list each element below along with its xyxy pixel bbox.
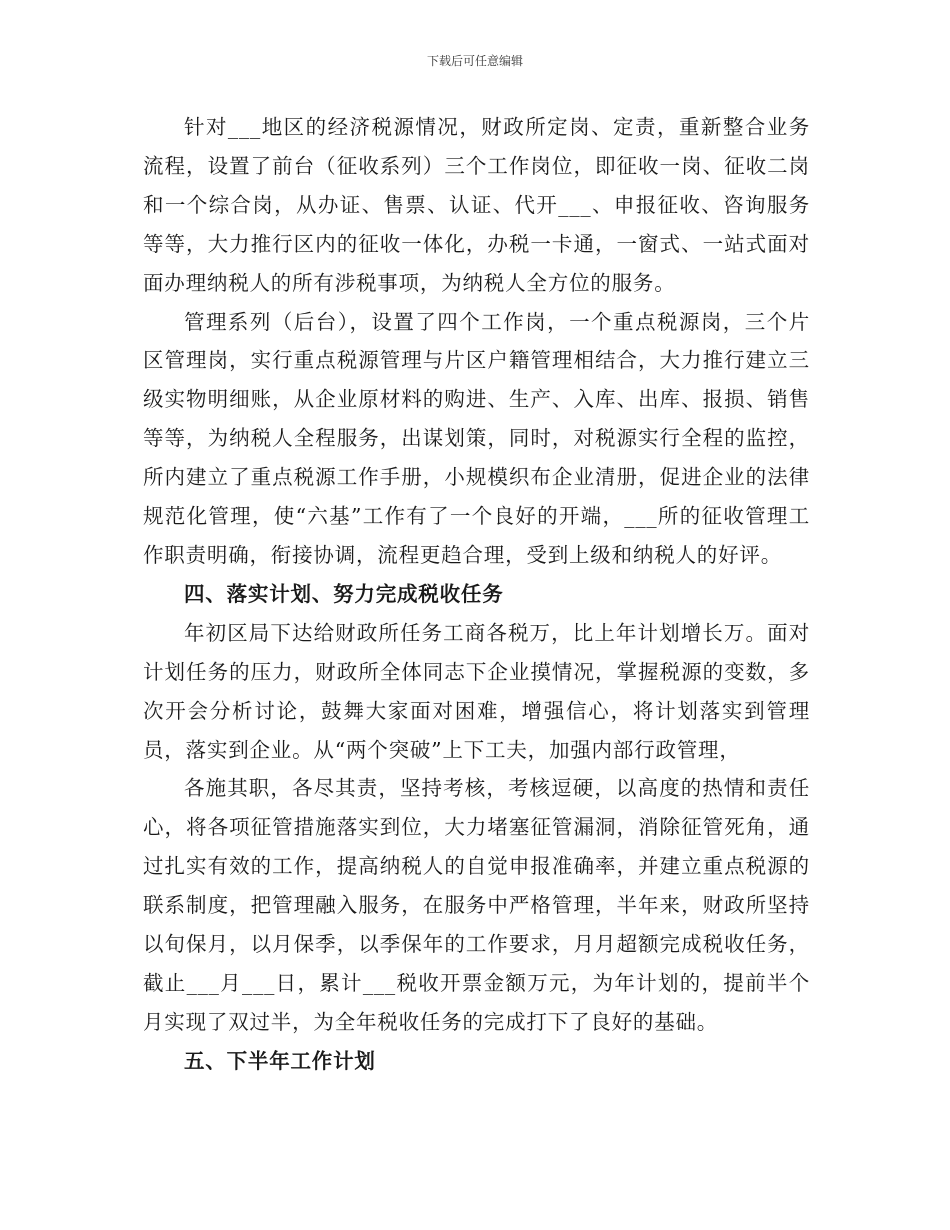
section-heading-4: 四、落实计划、努力完成税收任务 — [184, 581, 504, 606]
paragraph-3: 年初区局下达给财政所任务工商各税万，比上年计划增长万。面对计划任务的压力，财政所全体同志下企业摸情况，掌握税源的变数，多次开会分析讨论，鼓舞大家面对困难，增强信心，将计划落实到管理员，落实到企业。从“两个突破”上下工夫，加强内部行政管理， — [143, 620, 810, 762]
paragraph-2: 管理系列（后台），设置了四个工作岗，一个重点税源岗，三个片区管理岗，实行重点税源管理与片区户籍管理相结合，大力推行建立三级实物明细账，从企业原材料的购进、生产、入库、出库、报损、销售等等，为纳税人全程服务，出谋划策，同时，对税源实行全程的监控，所内建立了重点税源工作手册，小规模织布企业清册，促进企业的法律规范化管理，使“六基”工作有了一个良好的开端，___所的征收管理工作职责明确，衔接协调，流程更趋合理，受到上级和纳税人的好评。 — [143, 309, 810, 567]
document-body — [143, 108, 810, 1081]
paragraph-1: 针对___地区的经济税源情况，财政所定岗、定责，重新整合业务流程，设置了前台（征收系列）三个工作岗位，即征收一岗、征收二岗和一个综合岗，从办证、售票、认证、代开___、申报征收、咨询服务等等，大力推行区内的征收一体化，办税一卡通，一窗式、一站式面对面办理纳税人的所有涉税事项，为纳税人全方位的服务。 — [143, 115, 810, 295]
paragraph-4: 各施其职，各尽其责，坚持考核，考核逗硬，以高度的热情和责任心，将各项征管措施落实到位，大力堵塞征管漏洞，消除征管死角，通过扎实有效的工作，提高纳税人的自觉申报准确率，并建立重点税源的联系制度，把管理融入服务，在服务中严格管理，半年来，财政所坚持以旬保月，以月保季，以季保年的工作要求，月月超额完成税收任务，截止___月___日，累计___税收开票金额万元，为年计划的，提前半个月实现了双过半，为全年税收任务的完成打下了良好的基础。 — [143, 776, 810, 1034]
page-header: 下载后可任意编辑 — [426, 54, 523, 68]
section-heading-5: 五、下半年工作计划 — [184, 1048, 376, 1073]
